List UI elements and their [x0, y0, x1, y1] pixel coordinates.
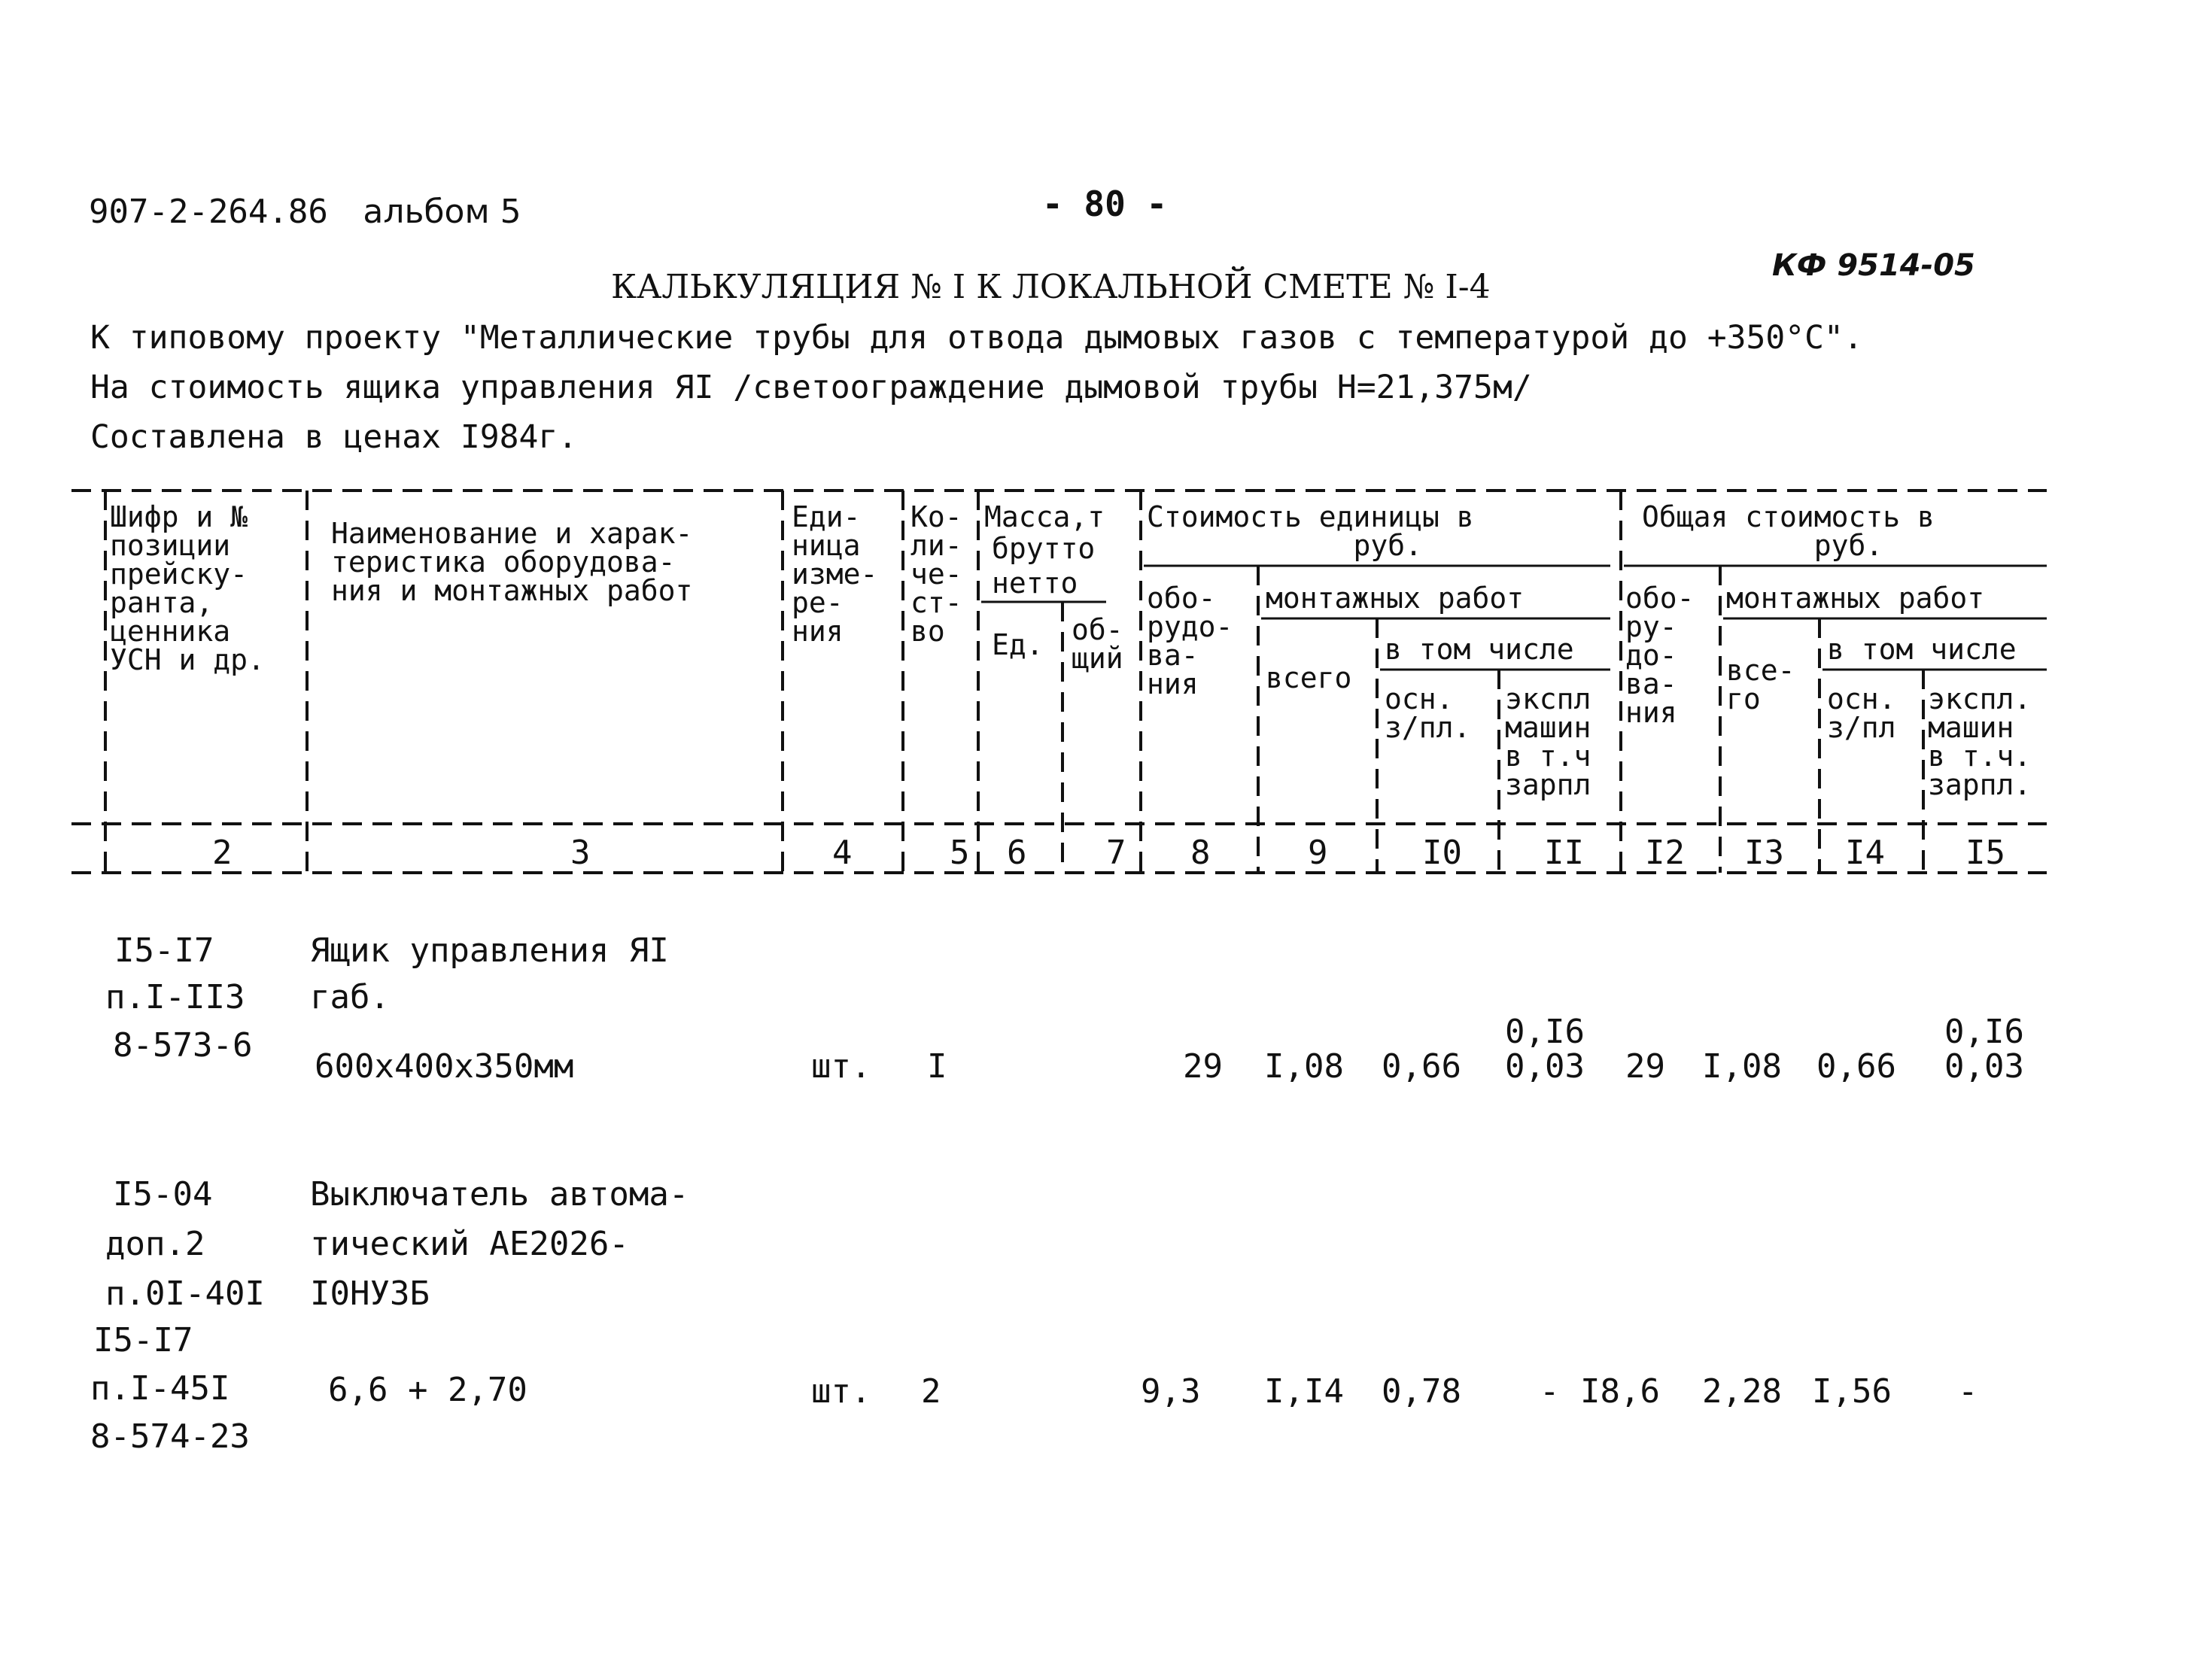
- row1-c9: I,08: [1264, 1047, 1344, 1086]
- col7-header: об- щий: [1072, 613, 1123, 675]
- row2-unit: шт.: [811, 1372, 871, 1411]
- row1-c10: 0,66: [1382, 1047, 1461, 1086]
- row2-c14: I,56: [1812, 1372, 1892, 1411]
- col4-header: Еди- ница изме- ре- ния: [792, 500, 878, 648]
- doc-code-number: 907-2-264.86: [89, 193, 328, 231]
- colnum-2: 2: [212, 834, 233, 872]
- colnum-14: I4: [1845, 834, 1885, 872]
- col11-header: экспл машин в т.ч зарпл: [1505, 682, 1591, 801]
- col14-header: осн. з/пл: [1827, 682, 1896, 744]
- col9-header: всего: [1266, 661, 1352, 694]
- row1-code-1: I5-I7: [114, 931, 214, 970]
- row1-name-3: 600х400х350мм: [315, 1047, 574, 1086]
- row1-unit: шт.: [811, 1047, 871, 1086]
- colnum-13: I3: [1744, 834, 1784, 872]
- row2-name-2: тический АЕ2026-: [310, 1225, 629, 1263]
- row2-code-3: п.0I-40I: [105, 1274, 265, 1313]
- row1-c12: 29: [1625, 1047, 1665, 1086]
- row1-c15: 0,03: [1944, 1047, 2024, 1086]
- row1-code-3: 8-573-6: [113, 1026, 253, 1065]
- col10-header: осн. з/пл.: [1385, 682, 1471, 744]
- document-title: КАЛЬКУЛЯЦИЯ № I К ЛОКАЛЬНОЙ СМЕТЕ № I-4: [611, 268, 1491, 306]
- brutto-header: брутто: [992, 532, 1096, 565]
- col2-header: Шифр и № позиции прейску- ранта, ценника УСН и др.: [110, 500, 265, 676]
- intro-line-3: Составлена в ценах I984г.: [90, 418, 578, 456]
- row1-c11-top: 0,I6: [1505, 1013, 1585, 1051]
- colnum-3: 3: [570, 834, 591, 872]
- mount-work-header: монтажных работ: [1266, 582, 1525, 615]
- row1-c14: 0,66: [1816, 1047, 1896, 1086]
- colnum-11: II: [1544, 834, 1584, 872]
- row1-c15-top: 0,I6: [1944, 1013, 2024, 1051]
- total-cost-header: Общая стоимость в руб.: [1642, 500, 1935, 562]
- col5-header: Ко- ли- че- ст- во: [910, 500, 962, 648]
- netto-header: нетто: [992, 567, 1078, 600]
- row2-c15: -: [1958, 1372, 1978, 1411]
- row2-name-3: I0НУЗБ: [310, 1274, 430, 1313]
- col13-header: все- го: [1726, 654, 1795, 715]
- intro-line-2: На стоимость ящика управления ЯI /светоограждение дымовой трубы Н=21,375м/: [90, 369, 1532, 406]
- incl-header: в том числе: [1385, 633, 1574, 666]
- row2-code-1: I5-04: [113, 1175, 213, 1214]
- colnum-4: 4: [832, 834, 853, 872]
- row1-c13: I,08: [1702, 1047, 1782, 1086]
- unit-cost-header: Стоимость единицы в руб.: [1147, 500, 1474, 562]
- col15-header: экспл. машин в т.ч. зарпл.: [1928, 682, 2032, 801]
- colnum-6: 6: [1007, 834, 1027, 872]
- row2-c13: 2,28: [1702, 1372, 1782, 1411]
- row2-name-4: 6,6 + 2,70: [328, 1371, 527, 1409]
- row2-code-2: доп.2: [105, 1225, 205, 1263]
- row1-c11: 0,03: [1505, 1047, 1585, 1086]
- colnum-8: 8: [1190, 834, 1211, 872]
- col8-header: обо- рудо- ва- ния: [1147, 582, 1233, 700]
- colnum-10: I0: [1422, 834, 1462, 872]
- incl2-header: в том числе: [1827, 633, 2017, 666]
- colnum-5: 5: [950, 834, 970, 872]
- row2-code-6: 8-574-23: [90, 1417, 250, 1456]
- colnum-7: 7: [1106, 834, 1126, 872]
- row1-name-2: габ.: [310, 978, 390, 1016]
- album-label: альбом 5: [363, 193, 521, 231]
- mass-header: Масса,т: [984, 500, 1105, 533]
- row2-name-1: Выключатель автома-: [310, 1175, 689, 1214]
- row1-qty: I: [927, 1047, 947, 1086]
- row2-c12: I8,6: [1580, 1372, 1660, 1411]
- colnum-12: I2: [1645, 834, 1685, 872]
- row2-c8: 9,3: [1141, 1372, 1201, 1411]
- colnum-9: 9: [1308, 834, 1328, 872]
- colnum-15: I5: [1965, 834, 2005, 872]
- row1-name-1: Ящик управления ЯI: [310, 931, 669, 970]
- row2-code-4: I5-I7: [93, 1321, 193, 1359]
- mount-work2-header: монтажных работ: [1726, 582, 1985, 615]
- row1-code-2: п.I-II3: [105, 978, 245, 1016]
- archive-stamp: КФ 9514-05: [1772, 248, 1975, 283]
- row1-c8: 29: [1183, 1047, 1223, 1086]
- row2-c9: I,I4: [1264, 1372, 1344, 1411]
- col12-header: обо- ру- до- ва- ния: [1625, 582, 1695, 729]
- col3-header: Наименование и харак- теристика оборудова- ния и монтажных работ: [331, 517, 693, 607]
- row2-code-5: п.I-45I: [90, 1369, 230, 1408]
- page-number: - 80 -: [1042, 184, 1168, 224]
- row2-c11: -: [1540, 1372, 1560, 1411]
- intro-line-1: К типовому проекту "Металлические трубы для отвода дымовых газов с температурой до +350°С".: [90, 319, 1863, 357]
- row2-c10: 0,78: [1382, 1372, 1461, 1411]
- row2-qty: 2: [921, 1372, 941, 1411]
- col6-header: Ед.: [992, 628, 1044, 661]
